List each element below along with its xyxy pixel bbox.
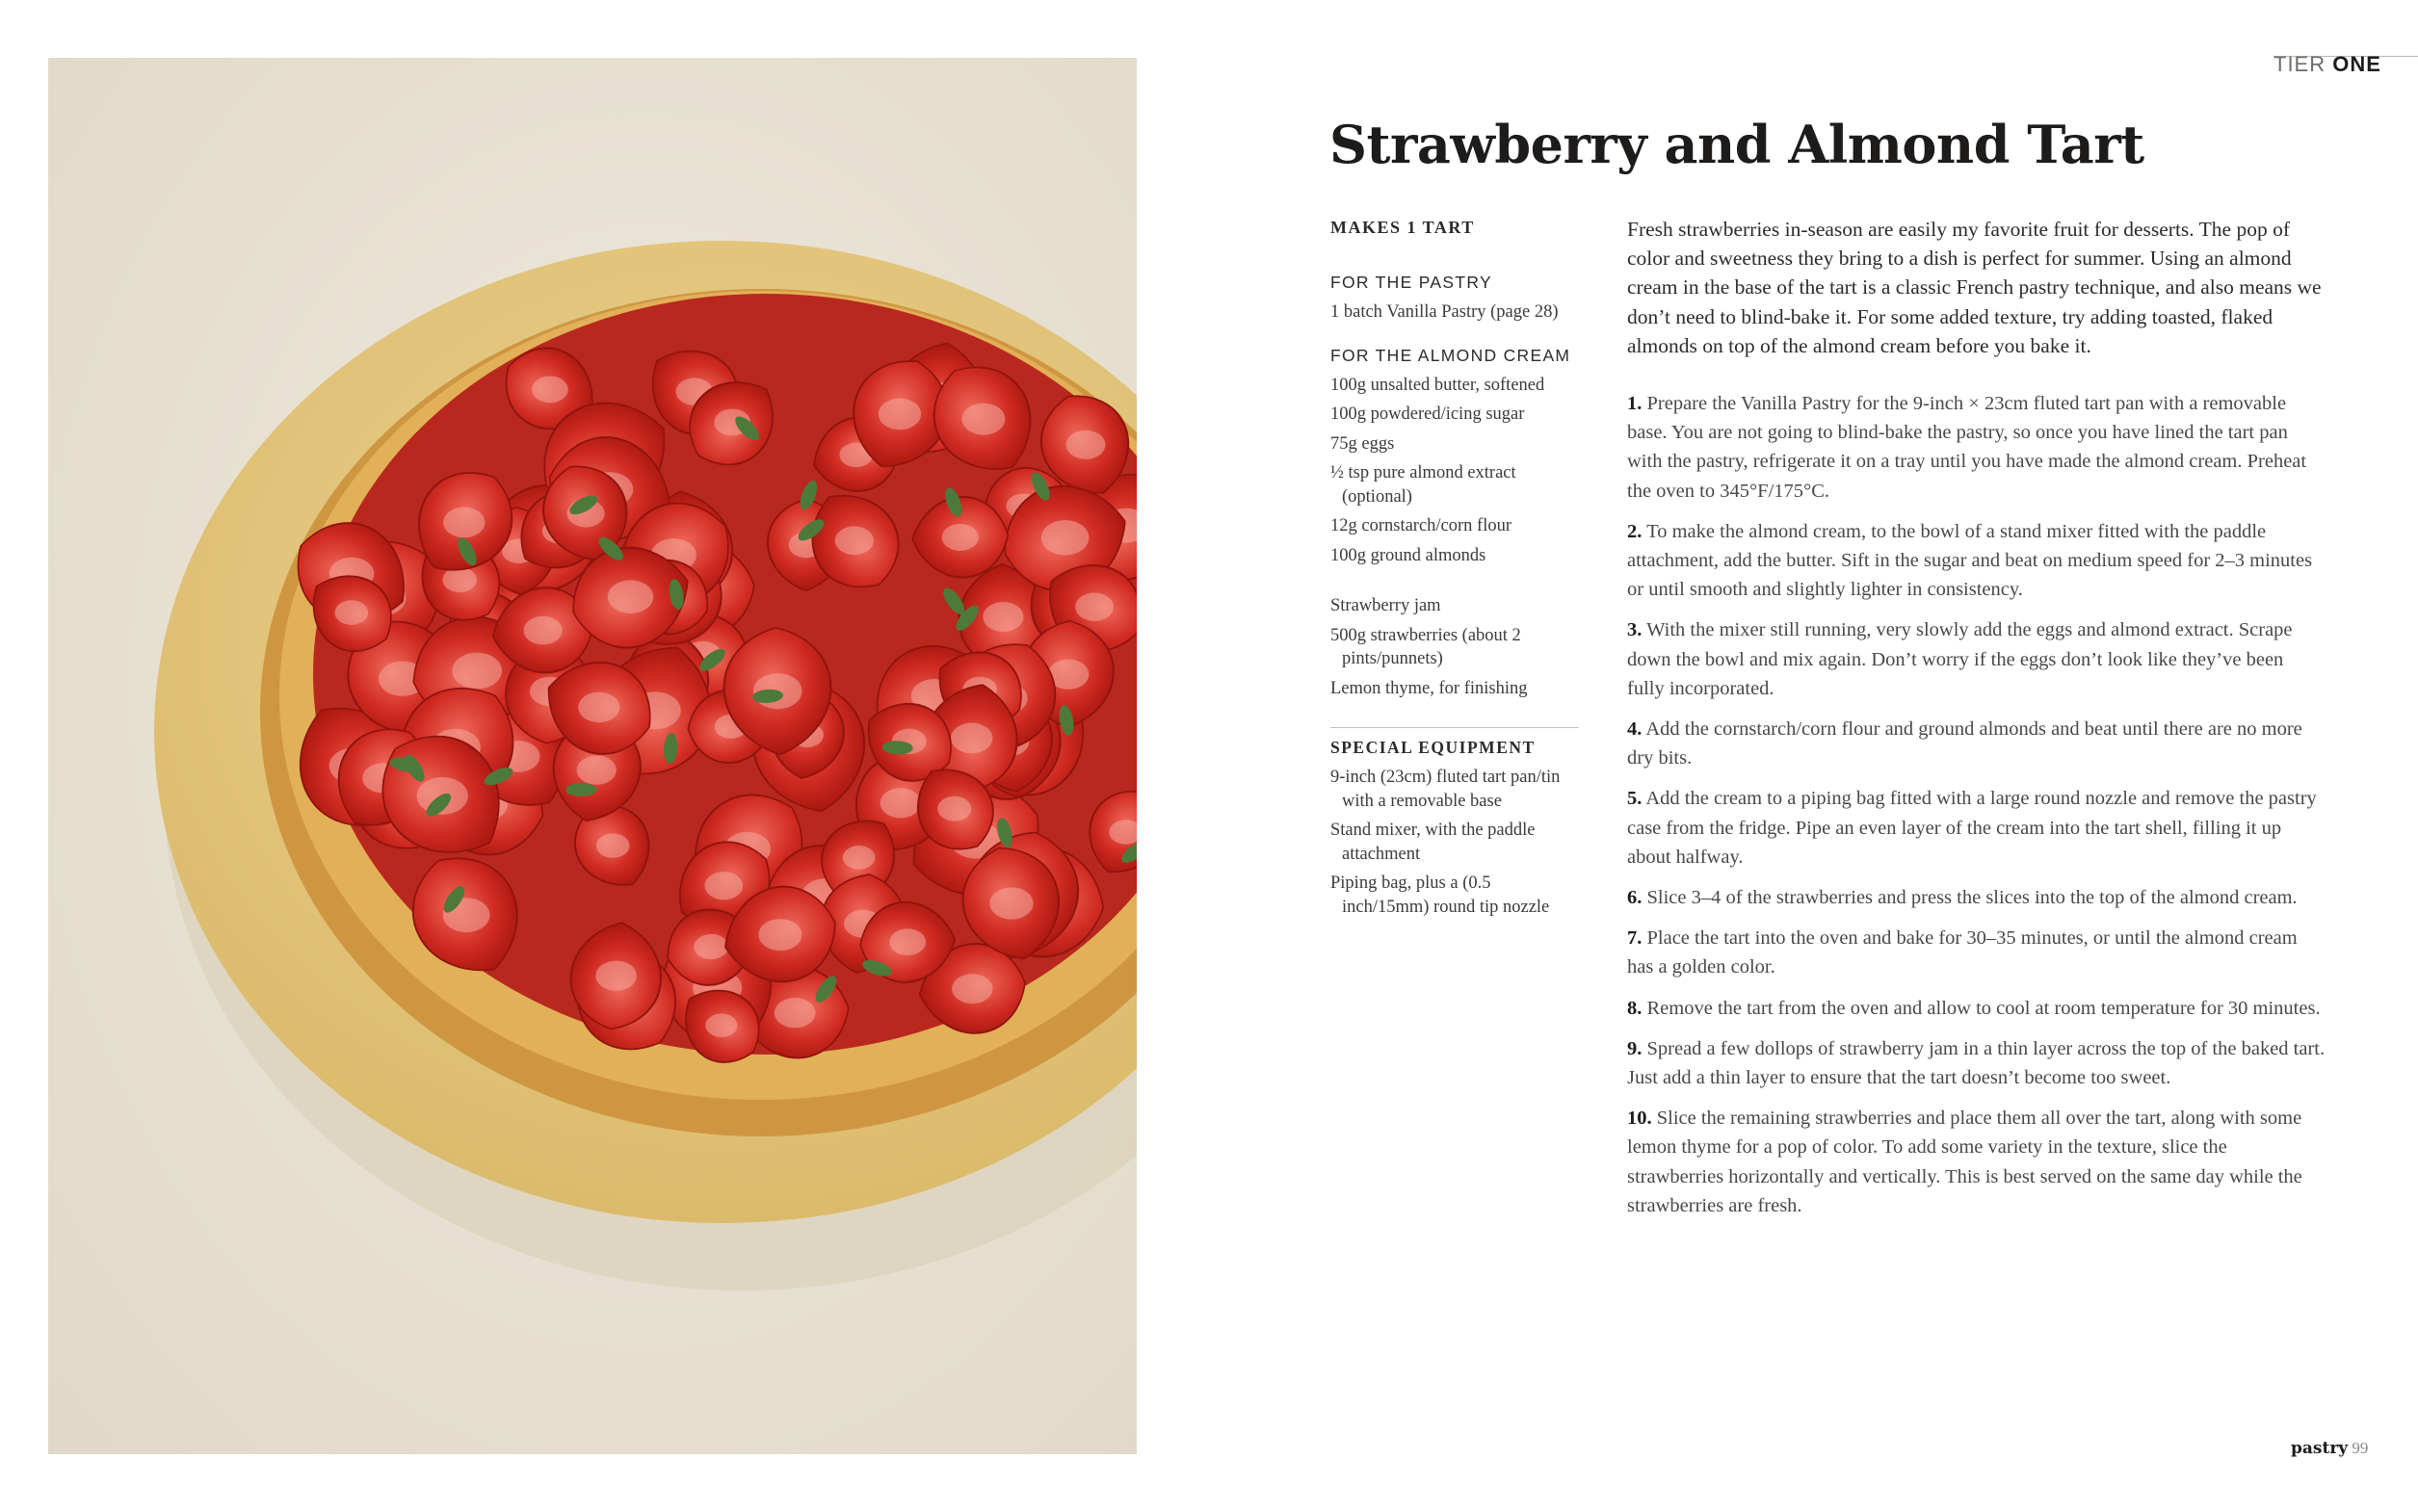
recipe-title: Strawberry and Almond Tart <box>1329 114 2144 175</box>
almond-cream-heading: FOR THE ALMOND CREAM <box>1330 345 1571 365</box>
strawberry-core <box>694 934 728 959</box>
strawberry-core <box>879 399 921 430</box>
step-text: Prepare the Vanilla Pastry for the 9-inch × 23cm fluted tart pan with a removable base. You are not going to blind-bake the pastry, so once you have lined the tart pan with the pastry, refrigerate it on a tray until you have made the almond cream. Preheat the oven to 345°F/175°C. <box>1627 393 2307 502</box>
strawberry-core <box>961 404 1005 435</box>
ingredient-item: Strawberry jam <box>1330 596 1441 615</box>
strawberry-core <box>983 602 1023 632</box>
method-step <box>1627 1104 2326 1220</box>
ingredient-item: Lemon thyme, for finishing <box>1330 678 1528 698</box>
strawberry-core <box>1066 430 1106 459</box>
strawberry-core <box>1075 593 1114 621</box>
ingredient-item: 75g eggs <box>1330 433 1395 454</box>
step-number: 1. <box>1627 393 1643 415</box>
tart-photo <box>48 58 1137 1454</box>
finishing-list <box>1330 594 1581 700</box>
strawberry-core <box>951 723 992 754</box>
strawberry-core <box>704 872 743 899</box>
ingredient-item: 100g ground almonds <box>1330 545 1486 565</box>
strawberry-core <box>608 580 653 613</box>
step-text: Place the tart into the oven and bake for 30–35 minutes, or until the almond cream has a golden color. <box>1627 927 2298 978</box>
strawberry-core <box>532 377 568 404</box>
strawberry-core <box>452 653 502 690</box>
method-step <box>1627 883 2326 912</box>
ingredients-column <box>1330 218 1581 940</box>
method-column <box>1627 215 2326 1232</box>
step-number: 2. <box>1627 520 1643 542</box>
ingredient-item: 12g cornstarch/corn flour <box>1330 516 1512 535</box>
almond-cream-list <box>1330 374 1581 568</box>
step-number: 4. <box>1627 718 1643 741</box>
step-number: 9. <box>1627 1037 1643 1059</box>
strawberry-core <box>578 692 619 723</box>
strawberry-core <box>595 961 637 991</box>
step-text: Add the cornstarch/corn flour and ground almonds and beat until there are no more dry bits. <box>1627 718 2302 769</box>
strawberry-core <box>334 600 368 625</box>
strawberry-core <box>442 567 477 592</box>
strawberry-core <box>889 928 926 955</box>
step-text: To make the almond cream, to the bowl of a stand mixer fitted with the paddle attachment, add the butter. Sift in the sugar and beat on medium speed for 2–3 minutes or until smooth and slightly lighter in consistency. <box>1627 520 2313 601</box>
tier-prefix: TIER <box>2273 52 2326 76</box>
chapter-tier <box>2273 52 2418 77</box>
strawberry-core <box>843 846 876 870</box>
method-step <box>1627 924 2326 981</box>
step-number: 5. <box>1627 788 1643 810</box>
thyme-leaf <box>565 783 596 796</box>
step-number: 7. <box>1627 927 1643 950</box>
step-text: Spread a few dollops of strawberry jam in a thin layer across the top of the baked tart. Just add a thin layer to ensure that the tart doesn’t become too sweet. <box>1627 1037 2326 1089</box>
page-number: 99 <box>2352 1439 2369 1457</box>
equipment-heading: SPECIAL EQUIPMENT <box>1330 738 1536 757</box>
strawberry-core <box>705 1014 737 1037</box>
method-step <box>1627 994 2326 1023</box>
strawberry-core <box>758 919 802 951</box>
ingredient-item: 100g powdered/icing sugar <box>1330 404 1525 424</box>
method-step <box>1627 517 2326 605</box>
pastry-list <box>1330 300 1581 325</box>
pastry-heading: FOR THE PASTRY <box>1330 273 1492 292</box>
method-step <box>1627 784 2326 872</box>
strawberry-core <box>835 527 874 556</box>
tier-name: ONE <box>2332 52 2381 76</box>
ingredient-item: 500g strawberries (about 2 pints/punnets) <box>1330 625 1521 668</box>
method-steps <box>1627 389 2326 1220</box>
equipment-divider <box>1330 727 1579 728</box>
recipe-intro: Fresh strawberries in-season are easily my favorite fruit for desserts. The pop of color and sweetness they bring to a dish is perfect for summer. Using an almond cream in the base of the tart is a classic French pastry technique, and also means we don’t need to blind-bake it. For some added texture, try adding toasted, flaked almonds on top of the almond cream before you bake it. <box>1627 218 2322 357</box>
step-number: 10. <box>1627 1108 1652 1130</box>
page-footer <box>2291 1439 2368 1458</box>
ingredient-item: 1 batch Vanilla Pastry (page 28) <box>1330 302 1559 322</box>
step-text: With the mixer still running, very slowly add the eggs and almond extract. Scrape down the bowl and mix again. Don’t worry if the eggs don’t look like they’ve been fully incorporated. <box>1627 619 2293 699</box>
equipment-item: Stand mixer, with the paddle attachment <box>1330 821 1536 864</box>
strawberry-core <box>1041 520 1090 555</box>
tart-illustration <box>48 58 1137 1454</box>
strawberry-core <box>577 756 617 785</box>
step-number: 6. <box>1627 887 1643 909</box>
ingredient-item: ½ tsp pure almond extract (optional) <box>1330 463 1516 507</box>
strawberry-core <box>952 974 992 1004</box>
yield: MAKES 1 TART <box>1330 218 1475 237</box>
ingredient-item: 100g unsalted butter, softened <box>1330 375 1545 395</box>
strawberry-core <box>443 508 485 538</box>
strawberry-core <box>937 796 971 821</box>
method-step <box>1627 389 2326 506</box>
method-step <box>1627 1034 2326 1092</box>
strawberry-core <box>775 998 816 1028</box>
footer-section: pastry <box>2291 1439 2349 1458</box>
step-number: 3. <box>1627 619 1643 641</box>
strawberry-core <box>989 887 1033 919</box>
strawberry-core <box>524 616 563 645</box>
strawberry-core <box>942 524 979 551</box>
step-text: Slice the remaining strawberries and place them all over the tart, along with some lemon thyme for a pop of color. To add some variety in the texture, slice the strawberries horizontally and vertically. This is best served on the same day while the strawberries are fresh. <box>1627 1108 2302 1216</box>
equipment-item: 9-inch (23cm) fluted tart pan/tin with a removable base <box>1330 768 1561 811</box>
strawberry-core <box>880 788 921 818</box>
equipment-list <box>1330 766 1581 919</box>
method-step <box>1627 715 2326 772</box>
equipment-item: Piping bag, plus a (0.5 inch/15mm) round tip nozzle <box>1330 873 1550 917</box>
strawberry-core <box>596 833 630 857</box>
step-number: 8. <box>1627 997 1643 1019</box>
step-text: Slice 3–4 of the strawberries and press the slices into the top of the almond cream. <box>1646 887 2298 909</box>
step-text: Remove the tart from the oven and allow to cool at room temperature for 30 minutes. <box>1646 997 2321 1019</box>
step-text: Add the cream to a piping bag fitted with a large round nozzle and remove the pastry case from the fridge. Pipe an even layer of the cream into the tart shell, filling it up about halfway. <box>1627 788 2317 868</box>
method-step <box>1627 615 2326 703</box>
